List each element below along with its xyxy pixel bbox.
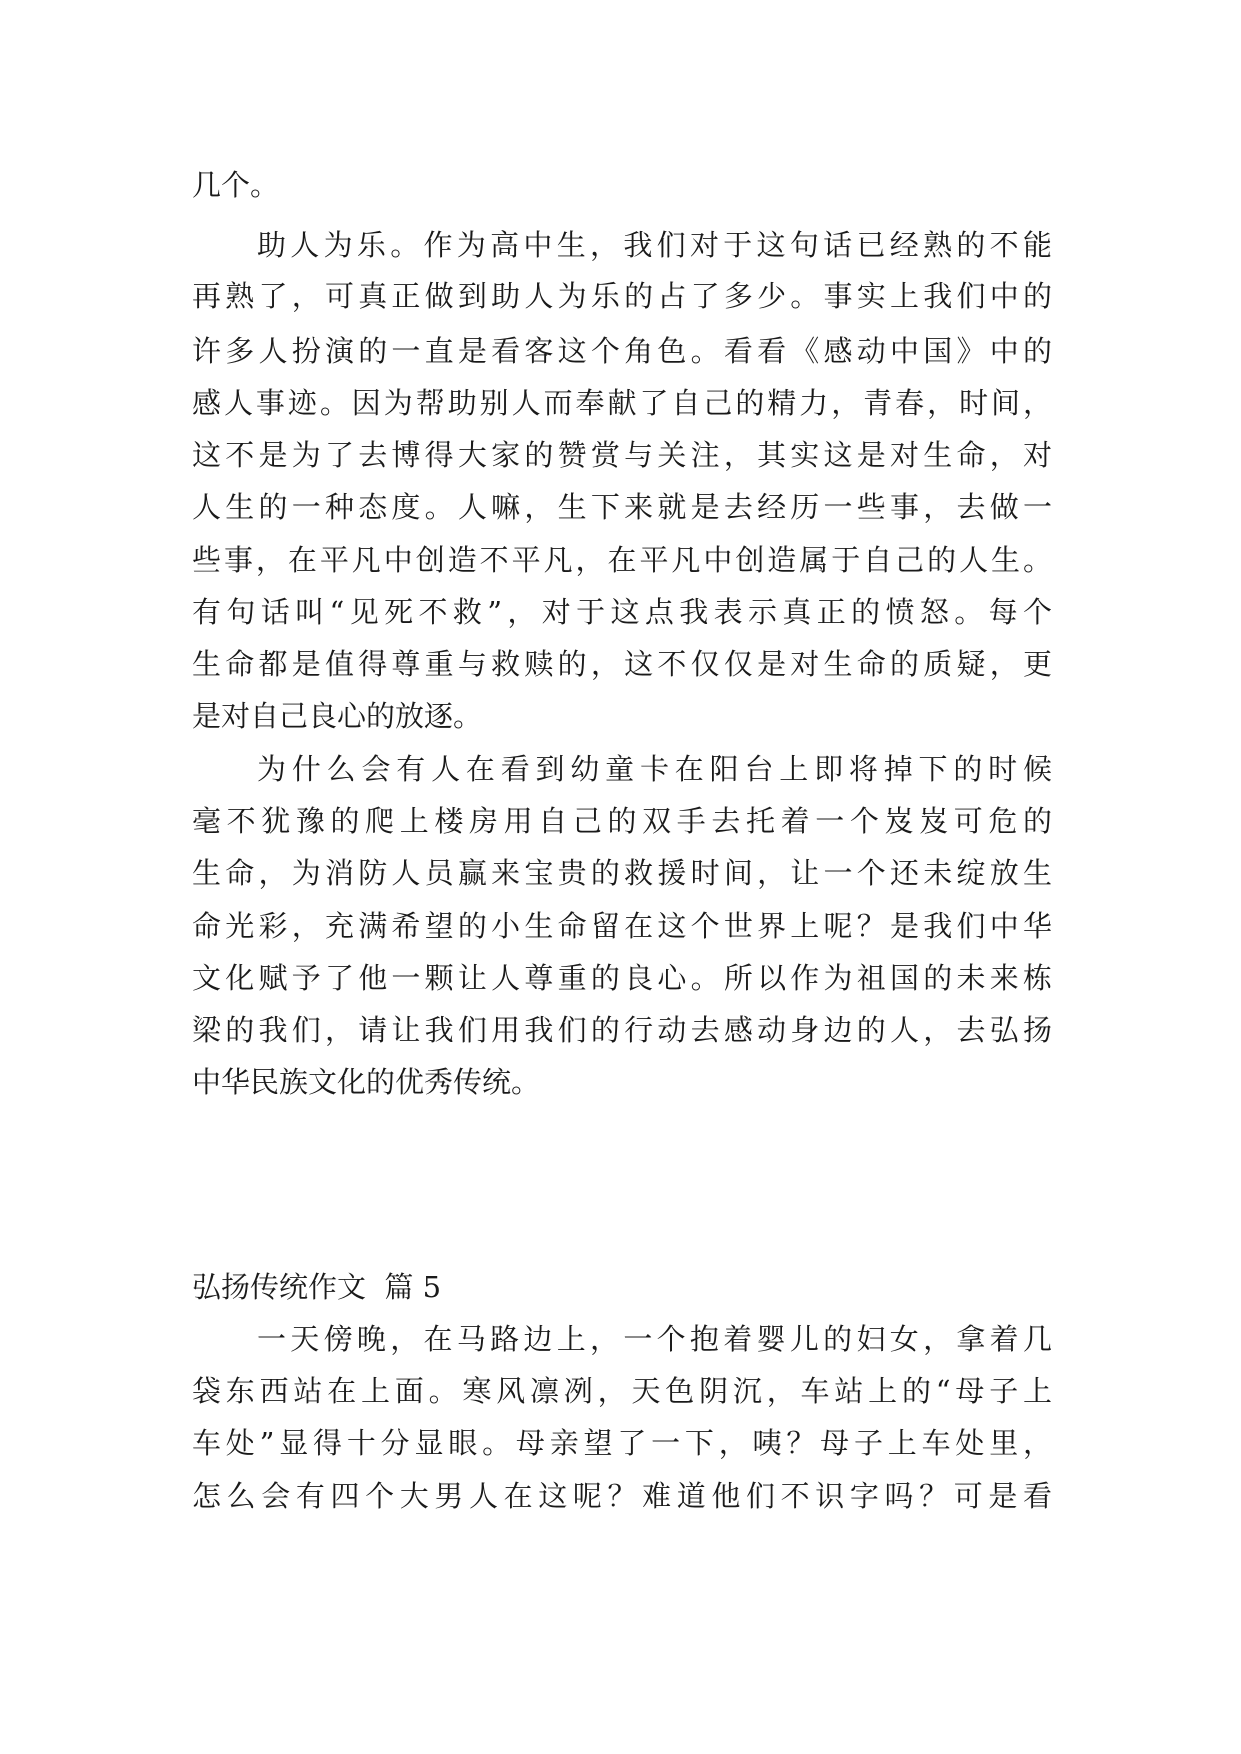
- text-line: 毫不犹豫的爬上楼房用自己的双手去托着一个岌岌可危的: [192, 804, 1052, 838]
- text-line: 车处”显得十分显眼。母亲望了一下，咦？母子上车处里，: [192, 1426, 1052, 1460]
- text-line: 许多人扮演的一直是看客这个角色。看看《感动中国》中的: [192, 334, 1052, 368]
- text-line: 几个。: [192, 168, 280, 202]
- section-heading: 弘扬传统作文 篇 5: [192, 1270, 442, 1304]
- text-line: 生命，为消防人员赢来宝贵的救援时间，让一个还未绽放生: [192, 856, 1052, 890]
- text-line: 中华民族文化的优秀传统。: [192, 1065, 541, 1099]
- text-line: 梁的我们，请让我们用我们的行动去感动身边的人，去弘扬: [192, 1013, 1052, 1047]
- text-line: 命光彩，充满希望的小生命留在这个世界上呢？是我们中华: [192, 909, 1052, 943]
- text-line: 有句话叫“见死不救”，对于这点我表示真正的愤怒。每个: [192, 595, 1052, 629]
- text-line: 些事，在平凡中创造不平凡，在平凡中创造属于自己的人生。: [192, 543, 1052, 577]
- text-line: 文化赋予了他一颗让人尊重的良心。所以作为祖国的未来栋: [192, 961, 1052, 995]
- text-line: 感人事迹。因为帮助别人而奉献了自己的精力，青春，时间，: [192, 386, 1052, 420]
- text-line: 再熟了，可真正做到助人为乐的占了多少。事实上我们中的: [192, 279, 1052, 313]
- text-line: 一天傍晚，在马路边上，一个抱着婴儿的妇女，拿着几: [257, 1322, 1052, 1356]
- text-line: 这不是为了去博得大家的赞赏与关注，其实这是对生命，对: [192, 438, 1052, 472]
- text-line: 袋东西站在上面。寒风凛冽，天色阴沉，车站上的“母子上: [192, 1374, 1052, 1408]
- text-line: 是对自己良心的放逐。: [192, 699, 483, 733]
- text-line: 生命都是值得尊重与救赎的，这不仅仅是对生命的质疑，更: [192, 647, 1052, 681]
- text-line: 怎么会有四个大男人在这呢？难道他们不识字吗？可是看: [192, 1479, 1052, 1513]
- text-line: 助人为乐。作为高中生，我们对于这句话已经熟的不能: [257, 228, 1052, 262]
- text-line: 人生的一种态度。人嘛，生下来就是去经历一些事，去做一: [192, 490, 1052, 524]
- text-line: 为什么会有人在看到幼童卡在阳台上即将掉下的时候: [257, 752, 1052, 786]
